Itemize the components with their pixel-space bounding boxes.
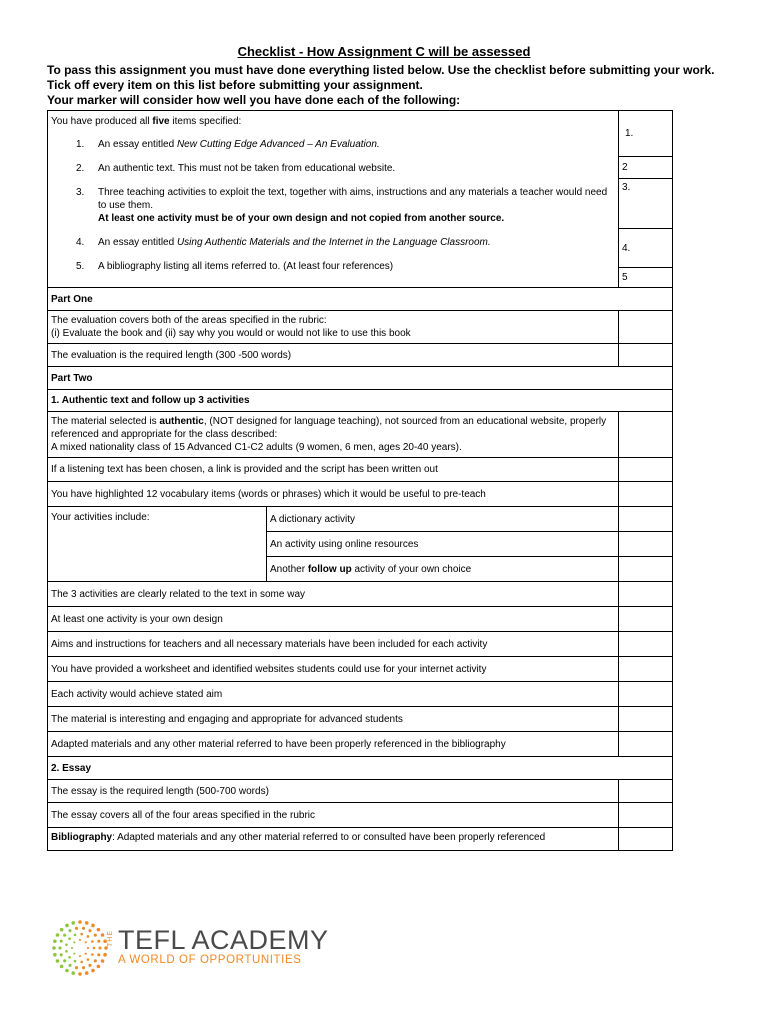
intro-line: Tick off every item on this list before submitting your assignment. — [47, 78, 423, 92]
activity-item: A dictionary activity — [267, 507, 619, 532]
logo-dot — [79, 955, 81, 957]
logo-dot — [68, 937, 71, 940]
part-two-heading: Part Two — [48, 367, 673, 390]
logo-dot — [91, 940, 94, 943]
criteria-row: You have provided a worksheet and identified websites students could use for your internet activity — [48, 657, 619, 682]
tick-box[interactable] — [619, 657, 673, 682]
logo-dot — [74, 934, 77, 937]
tick-box[interactable] — [619, 557, 673, 582]
list-item: 3. Three teaching activities to exploit the text, together with aims, instructions and any materials a teacher would need to use them. At least one activity must be of your own design and not copied from another source. — [76, 187, 608, 224]
list-item: 1. An essay entitled New Cutting Edge Advanced – An Evaluation. — [76, 139, 380, 150]
logo-dot — [78, 920, 82, 924]
logo-dot — [85, 941, 87, 943]
logo-dot — [58, 946, 61, 949]
criteria-row: The material is interesting and engaging and appropriate for advanced students — [48, 707, 619, 732]
tick-box[interactable] — [619, 532, 673, 557]
logo-dot — [88, 929, 91, 932]
logo-dot — [68, 964, 71, 967]
logo-dot — [68, 929, 71, 932]
intro-line: To pass this assignment you must have done everything listed below. Use the checklist before submitting your work. — [47, 63, 715, 77]
logo-dot — [56, 959, 60, 963]
logo-dot — [65, 924, 69, 928]
logo-dot — [87, 958, 90, 961]
logo-dot — [93, 947, 96, 950]
logo-dot — [97, 965, 101, 969]
logo-dot — [63, 959, 66, 962]
logo-dot — [65, 969, 69, 973]
logo-dot — [88, 964, 91, 967]
intro-line: Your marker will consider how well you have done each of the following: — [47, 93, 461, 107]
logo-dot — [63, 934, 66, 937]
logo-dot — [60, 940, 63, 943]
tick-box[interactable] — [619, 780, 673, 803]
logo-dot — [79, 939, 81, 941]
intro-text — [47, 63, 747, 108]
logo-dot — [53, 953, 57, 957]
logo-dot — [82, 966, 85, 969]
criteria-row: Adapted materials and any other material referred to have been properly referenced in the bibliography — [48, 732, 619, 757]
logo-dot — [103, 953, 107, 957]
part-one-heading: Part One — [48, 288, 673, 311]
list-item: 5. A bibliography listing all items referred to. (At least four references) — [76, 261, 394, 272]
tick-box-3[interactable]: 3. — [619, 179, 673, 229]
logo-dot — [53, 939, 57, 943]
logo-dot — [60, 928, 64, 932]
tick-box[interactable] — [619, 632, 673, 657]
logo-dot — [60, 953, 63, 956]
criteria-row: At least one activity is your own design — [48, 607, 619, 632]
logo-dot — [65, 943, 68, 946]
tick-box[interactable] — [619, 582, 673, 607]
logo-dot — [52, 946, 56, 950]
logo-the: THE — [107, 930, 114, 947]
logo-dot — [87, 947, 89, 949]
logo-dot — [75, 966, 78, 969]
list-item: 2. An authentic text. This must not be taken from educational website. — [76, 163, 396, 174]
logo-tagline: A WORLD OF OPPORTUNITIES — [118, 954, 302, 966]
logo-dot — [74, 960, 77, 963]
activity-item: Another follow up activity of your own choice — [267, 557, 619, 582]
logo-dot — [78, 972, 82, 976]
logo-dot — [56, 933, 60, 937]
logo-dot — [82, 927, 85, 930]
vocab-row: You have highlighted 12 vocabulary items (words or phrases) which it would be useful to pre-teach — [48, 482, 619, 507]
logo-dot — [97, 940, 100, 943]
logo-dot — [101, 959, 105, 963]
tick-box-1[interactable]: 1. — [619, 111, 673, 157]
authentic-row: The material selected is authentic, (NOT designed for language teaching), not sourced from an educational website, properly referenced and appropriate for the class described: A mixed nationality class of 15 Advanced C1-C2 adults (9 women, 6 men, ages 20-40 years). — [48, 412, 619, 458]
activity-item: An activity using online resources — [267, 532, 619, 557]
tick-box-4[interactable]: 4. — [619, 229, 673, 268]
logo-dot — [97, 928, 101, 932]
logo-dot — [94, 959, 97, 962]
tick-box[interactable] — [619, 482, 673, 507]
essay-heading: 2. Essay — [48, 757, 673, 780]
tick-box[interactable] — [619, 707, 673, 732]
listening-row: If a listening text has been chosen, a link is provided and the script has been written out — [48, 458, 619, 482]
logo-dot — [71, 971, 75, 975]
tick-box[interactable] — [619, 828, 673, 851]
tick-box[interactable] — [619, 607, 673, 632]
logo-dot — [85, 971, 89, 975]
logo-dot — [91, 953, 94, 956]
list-item: 4. An essay entitled Using Authentic Materials and the Internet in the Language Classroom. — [76, 237, 491, 248]
tick-box[interactable] — [619, 803, 673, 828]
logo-dot — [65, 950, 68, 953]
tick-box[interactable] — [619, 458, 673, 482]
items-cell — [48, 111, 619, 288]
logo-dot — [87, 935, 90, 938]
tick-box[interactable] — [619, 682, 673, 707]
logo-dot — [97, 953, 100, 956]
items-list — [51, 138, 615, 273]
activities-label: Your activities include: — [48, 507, 267, 582]
logo-dot — [71, 947, 73, 949]
tefl-academy-logo — [50, 918, 370, 978]
checklist-table — [47, 110, 673, 851]
logo-dot — [73, 953, 75, 955]
bibliography-row: Bibliography: Adapted materials and any other material referred to or consulted have been properly referenced — [48, 828, 619, 851]
logo-name: TEFL ACADEMY — [118, 925, 329, 955]
tick-box-5[interactable]: 5 — [619, 268, 673, 288]
logo-dot — [85, 953, 87, 955]
essay-row: The essay covers all of the four areas specified in the rubric — [48, 803, 619, 828]
logo-dot — [60, 965, 64, 969]
tick-box-2[interactable]: 2 — [619, 157, 673, 179]
page-title: Checklist - How Assignment C will be assessed — [237, 44, 531, 59]
logo-dot — [94, 934, 97, 937]
logo-dot — [98, 946, 101, 949]
tick-box[interactable] — [619, 412, 673, 458]
logo-dot — [91, 969, 95, 973]
logo-circle-icon — [50, 918, 110, 978]
items-lead: You have produced all five items specified: — [51, 116, 242, 127]
essay-row: The essay is the required length (500-700 words) — [48, 780, 619, 803]
tick-box[interactable] — [619, 507, 673, 532]
tick-box[interactable] — [619, 344, 673, 367]
tick-box[interactable] — [619, 311, 673, 344]
logo-dot — [68, 956, 71, 959]
criteria-row: The 3 activities are clearly related to the text in some way — [48, 582, 619, 607]
logo-dot — [80, 933, 83, 936]
logo-dot — [101, 933, 105, 937]
authentic-text-heading: 1. Authentic text and follow up 3 activities — [48, 390, 673, 412]
tick-box[interactable] — [619, 732, 673, 757]
criteria-row: Each activity would achieve stated aim — [48, 682, 619, 707]
logo-dot — [91, 924, 95, 928]
logo-dot — [85, 921, 89, 925]
part-one-row: The evaluation is the required length (300 -500 words) — [48, 344, 619, 367]
logo-dot — [71, 921, 75, 925]
logo-dot — [75, 927, 78, 930]
logo-dot — [73, 941, 75, 943]
part-one-row: The evaluation covers both of the areas specified in the rubric: (i) Evaluate the book and (ii) say why you would or would not like to use this book — [48, 311, 619, 344]
criteria-row: Aims and instructions for teachers and all necessary materials have been included for each activity — [48, 632, 619, 657]
logo-dot — [80, 961, 83, 964]
